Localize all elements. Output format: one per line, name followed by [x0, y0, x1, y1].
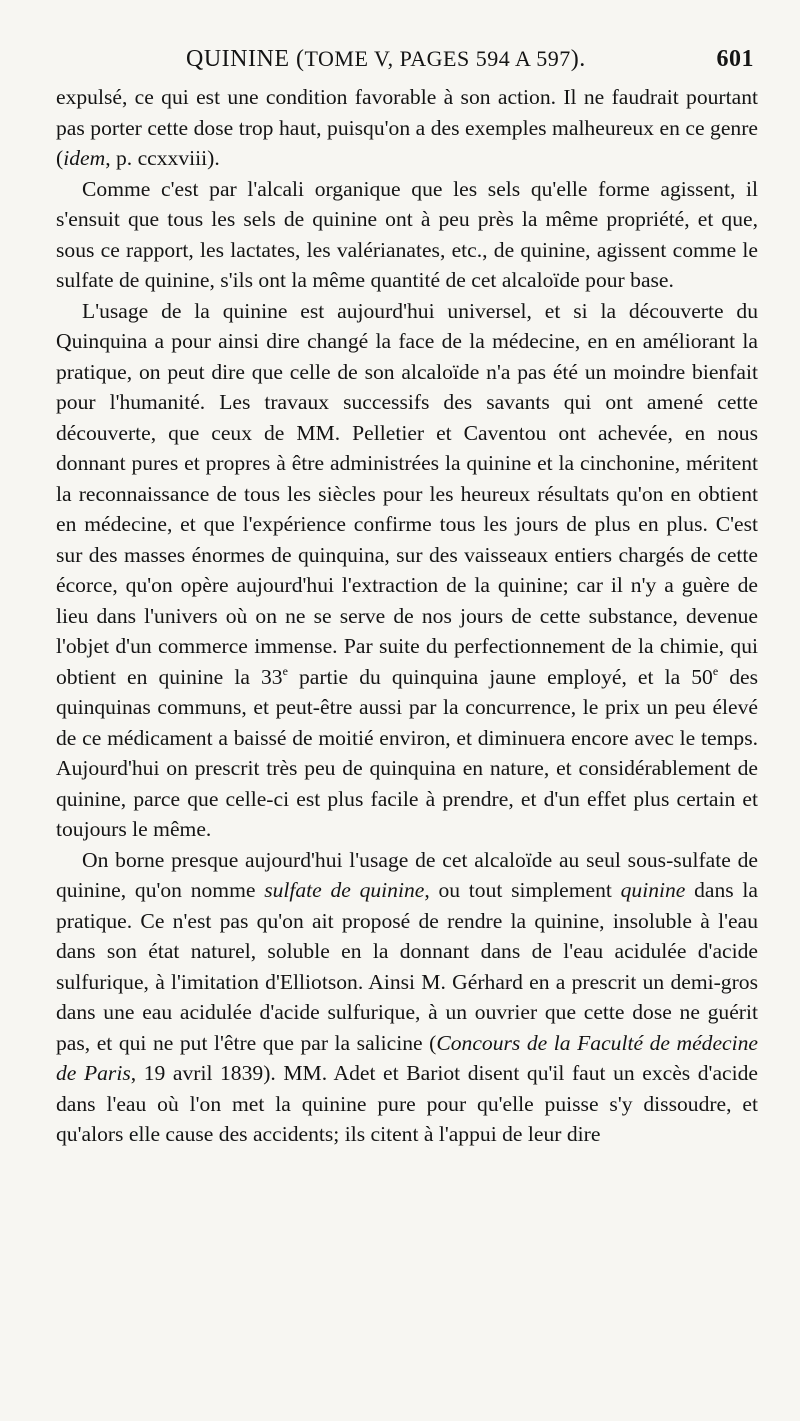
paragraph [56, 174, 758, 296]
paragraph-text: partie du quinquina jaune employé, et la 50 [287, 664, 713, 689]
paragraph-text: Comme c'est par l'alcali organique que les sels qu'elle forme agissent, il s'ensuit que tous les sels de quinine ont à peu près la même propriété, et que, sous ce rapport, les lactates, les valérianates, etc., de quinine, agissent comme le sulfate de quinine, s'ils ont la même quantité de cet alcaloïde pour base. [56, 176, 758, 292]
paragraph [56, 296, 758, 845]
paragraph-text: des quinquinas communs, et peut-être aussi par la concurrence, le prix un peu élevé de ce médicament a baissé de moitié environ, et diminuera encore avec le temps. Aujourd'hui on prescrit très peu de quinquina en nature, et considérablement de quinine, parce que celle-ci est plus facile à prendre, et d'un effet plus certain et toujours le même. [56, 664, 759, 841]
page-number: 601 [716, 46, 754, 72]
header-title-main: QUININE [186, 46, 290, 72]
header-title [186, 46, 586, 73]
header-paren-open: ( [295, 46, 305, 72]
paragraph-text: On borne presque aujourd'hui l'usage de cet alcaloïde au seul sous-sulfate de quinine, qu'on nomme [56, 847, 758, 902]
paragraph-text: expulsé, ce qui est une condition favorable à son action. Il ne faudrait pourtant pas porter cette dose trop haut, puisqu'on a des exemples malheureux en ce genre ( [56, 85, 758, 170]
header-paren-close: ). [570, 46, 586, 72]
paragraph-text: , p. ccxxviii). [105, 146, 220, 170]
italic-text: idem [63, 146, 106, 170]
header-title-sub: TOME V, PAGES 594 A 597 [304, 46, 571, 71]
paragraph [56, 82, 758, 174]
running-header [56, 42, 758, 82]
paragraph-text: L'usage de la quinine est aujourd'hui universel, et si la découverte du Quinquina a pour ainsi dire changé la face de la médecine, en en améliorant la pratique, on peut dire que celle de son alcaloïde n'a pas été un moindre bienfait pour l'humanité. Les travaux successifs des savants qui ont amené cette découverte, que ceux de MM. Pelletier et Caventou ont achevée, en nous donnant pures et propres à être administrées la quinine et la cinchonine, méritent la reconnaissance de tous les siècles pour les heureux résultats qu'on en obtient en médecine, et que l'expérience confirme tous les jours de plus en plus. C'est sur des masses énormes de quinquina, sur des vaisseaux entiers chargés de cette écorce, qu'on opère aujourd'hui l'extraction de la quinine; car il n'y a guère de lieu dans l'univers où on ne se serve de nos jours de cette substance, devenue l'objet d'un commerce immense. Par suite du perfectionnement de la chimie, qui obtient en quinine la 33 [56, 298, 758, 689]
paragraph [56, 845, 758, 1150]
paragraph-text: dans la pratique. Ce n'est pas qu'on ait proposé de rendre la quinine, insoluble à l'eau dans son état naturel, soluble en la donnant dans de l'eau acidulée d'acide sulfurique, à l'imitation d'Elliotson. Ainsi M. Gérhard en a prescrit un demi-gros dans une eau acidulée d'acide sulfurique, à un ouvrier que cette dose ne guérit pas, et qui ne put l'être que par la salicine ( [56, 878, 759, 1055]
paragraph-text: , ou tout simplement [424, 878, 621, 902]
superscript: e [282, 663, 288, 678]
italic-text: Concours de la Faculté de médecine de Paris [56, 1030, 758, 1085]
italic-text: sulfate de quinine [264, 878, 425, 902]
italic-text: quinine [620, 878, 686, 902]
superscript: e [712, 663, 719, 678]
paragraph-text: , 19 avril 1839). MM. Adet et Bariot disent qu'il faut un excès d'acide dans l'eau où l'on met la quinine pure pour qu'elle puisse s'y dissoudre, et qu'alors elle cause des accidents; ils citent à l'appui de leur dire [56, 1061, 758, 1146]
body-text [56, 82, 758, 1150]
